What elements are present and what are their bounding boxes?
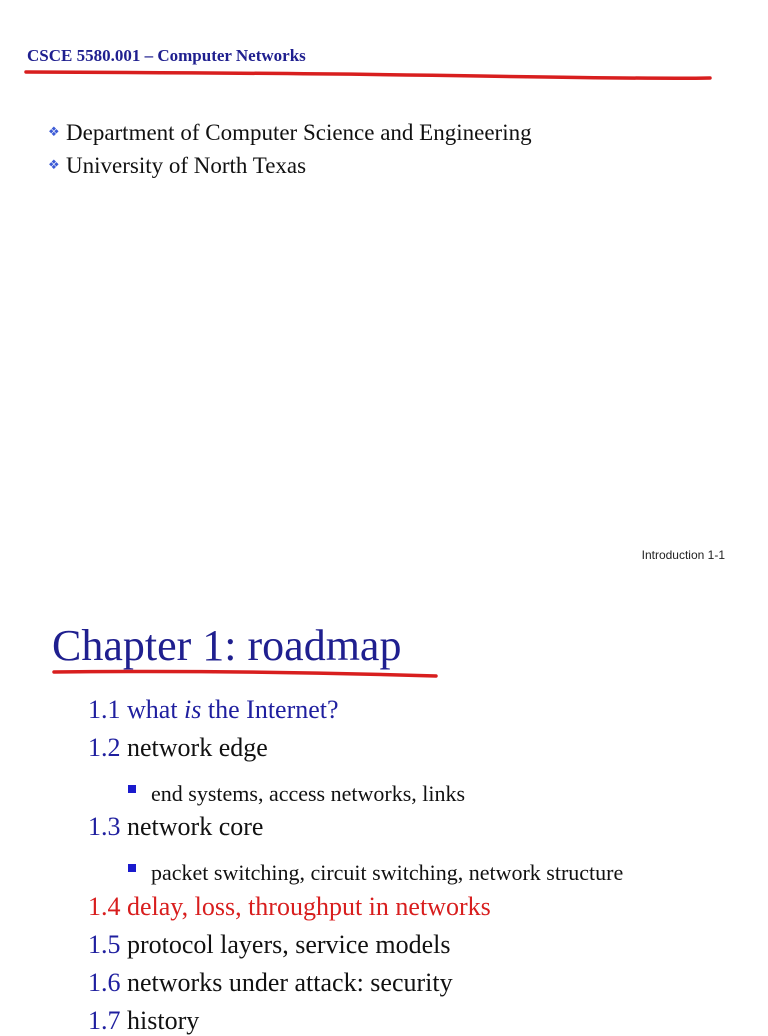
item-number: 1.6 [88,968,121,997]
item-number: 1.2 [88,733,121,762]
list-item [48,149,532,182]
square-bullet-icon [128,864,136,872]
item-text: history [127,1006,200,1035]
item-number: 1.7 [88,1006,121,1035]
subitem-text: end systems, access networks, links [151,781,466,806]
roadmap-item-1-7 [88,1006,199,1036]
title-underline [0,0,768,100]
roadmap-item-1-3 [88,812,263,842]
course-title: CSCE 5580.001 – Computer Networks [27,46,306,65]
item-text: network edge [127,733,268,762]
chapter-title-underline [0,580,768,700]
roadmap-item-1-6 [88,968,453,998]
list-item [48,116,532,149]
slide-2 [0,580,768,1035]
item-number: 1.4 [88,892,121,921]
diamond-bullet-icon: ❖ [48,124,60,139]
item-text: protocol layers, service models [127,930,451,959]
diamond-bullet-icon: ❖ [48,157,60,172]
roadmap-subitem [128,860,623,886]
square-bullet-icon [128,785,136,793]
item-number: 1.1 [88,695,121,724]
item-text: delay, loss, throughput in networks [127,892,491,921]
item-text: network core [127,812,264,841]
university-text: University of North Texas [66,153,307,178]
item-number: 1.3 [88,812,121,841]
slide-footer: Introduction 1-1 [641,548,725,562]
item-text-part: what [127,695,185,724]
item-text [127,695,339,724]
department-text: Department of Computer Science and Engineering [66,120,532,145]
roadmap-item-1-5 [88,930,450,960]
roadmap-item-1-2 [88,733,268,763]
roadmap-subitem [128,781,465,807]
item-text-part: the Internet? [201,695,339,724]
item-number: 1.5 [88,930,121,959]
roadmap-item-1-4 [88,892,491,922]
item-text: networks under attack: security [127,968,453,997]
roadmap-item-1-1 [88,695,339,725]
department-list [48,116,532,182]
subitem-text: packet switching, circuit switching, network structure [151,860,624,885]
chapter-title: Chapter 1: roadmap [52,621,402,670]
item-emphasis: is [184,695,202,724]
